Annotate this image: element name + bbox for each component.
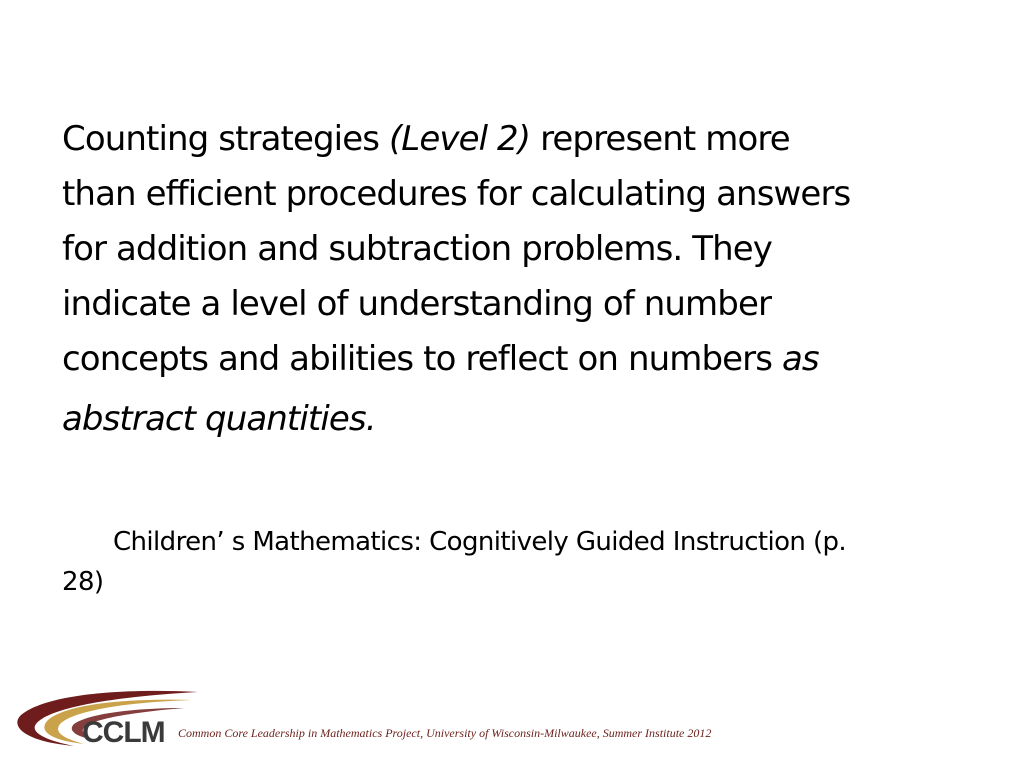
quote-line-3: for addition and subtraction problems. They: [62, 229, 772, 269]
quote-line-2: than efficient procedures for calculating answers: [62, 174, 851, 214]
quote-paragraph: [62, 112, 982, 452]
quote-line-4: indicate a level of understanding of number: [62, 284, 772, 324]
quote-line-5: [62, 332, 982, 387]
logo-wordmark: CCLM: [82, 716, 165, 749]
quote-text: concepts and abilities to reflect on numbers: [62, 339, 782, 379]
citation-line-1: Children’ s Mathematics: Cognitively Guided Instruction (p.: [113, 527, 847, 557]
quote-line-1: [62, 112, 982, 167]
citation: [62, 522, 962, 602]
quote-italic-text: (Level 2): [388, 119, 531, 159]
quote-italic-text: as: [781, 339, 819, 379]
footer-credit: Common Core Leadership in Mathematics Project, University of Wisconsin-Milwaukee, Summer Institute 2012: [178, 726, 712, 740]
quote-text: represent more: [530, 119, 790, 159]
footer: [0, 680, 1024, 760]
citation-line-2: 28): [62, 567, 104, 597]
quote-italic-text: abstract quantities.: [62, 399, 376, 439]
quote-text: Counting strategies: [62, 119, 389, 159]
quote-line-6: [62, 387, 982, 452]
cclm-logo: [14, 688, 204, 750]
